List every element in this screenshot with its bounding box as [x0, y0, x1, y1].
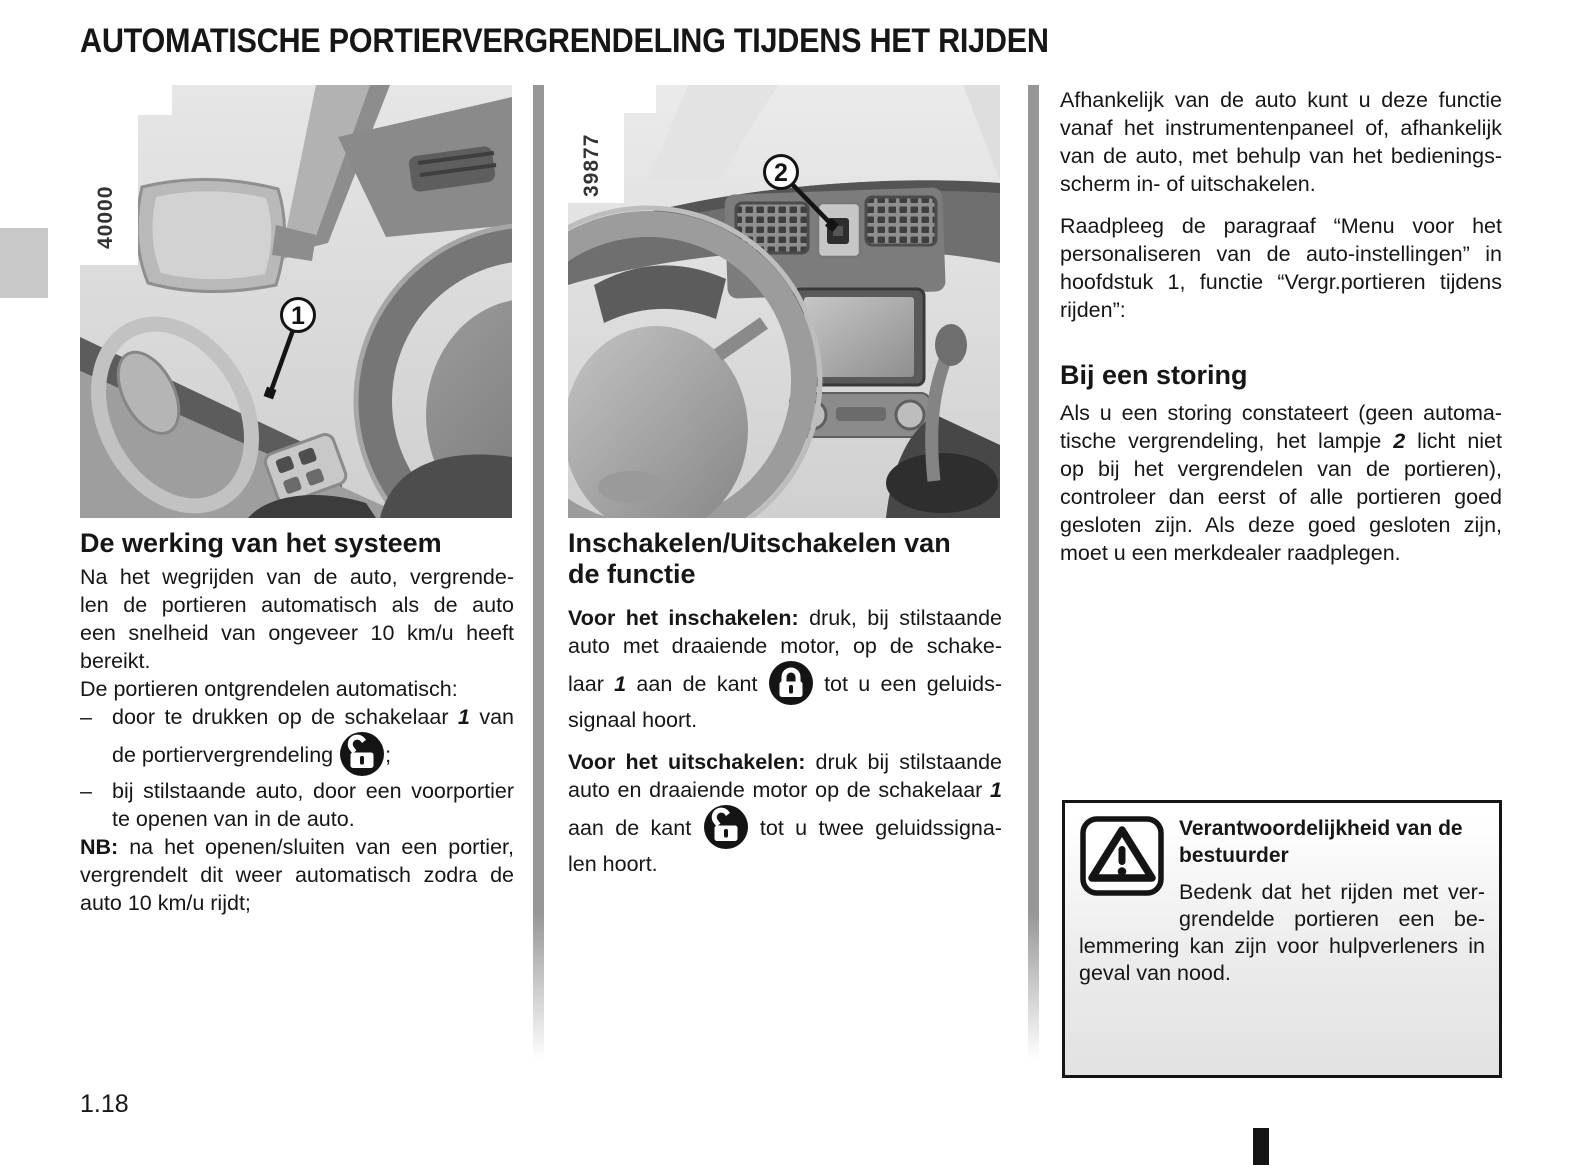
paragraph: Afhankelijk van de auto kunt u deze functie vanaf het instrumentenpaneel of, afhankelijk van de auto, met behulp van het bedienings- scherm in- of uitschakelen. — [1060, 88, 1502, 196]
paragraph: Na het wegrijden van de auto, vergrende- len de portieren automatisch als de auto een snelheid van ongeveer 10 km/u heeft bereikt. — [80, 565, 514, 673]
page-end-mark — [1253, 1128, 1269, 1165]
list-item: – bij stilstaande auto, door een voorportier te openen van in de auto. — [80, 779, 514, 831]
lock-warning-button — [818, 203, 860, 257]
paragraph: Raadpleeg de paragraaf “Menu voor het personaliseren van de auto-instellingen” in hoofdstuk 1, functie “Vergr.portieren tijdens rijden”: — [1060, 214, 1502, 322]
dashboard-illustration — [568, 85, 1000, 518]
paragraph-malfunction: Als u een storing constateert (geen automa- tische vergrendeling, het lampje 2 licht niet op bij het vergrendelen van de portieren), controleer dan eerst of alle portieren goed gesloten zijn. Als deze goed gesloten zijn, moet u een merkdealer raadplegen. — [1060, 401, 1502, 565]
paragraph-nb: NB: na het openen/sluiten van een portier, vergrendelt dit weer automatisch zodra de auto 10 km/u rijdt; — [80, 835, 514, 915]
figure-ref-number: 40000 — [94, 185, 117, 249]
lock-open-icon — [339, 743, 385, 767]
warning-body: Bedenk dat het rijden met ver- grendelde portieren een be- lemmering kan zijn voor hulpverleners in geval van nood. — [1079, 880, 1485, 985]
right-vent — [866, 197, 936, 245]
page-title: AUTOMATISCHE PORTIERVERGRENDELING TIJDENS HET RIJDEN — [80, 22, 1049, 60]
figure-dashboard — [568, 85, 1000, 518]
paragraph-disable: Voor het uitschakelen: druk bij stilstaande auto en draaiende motor op de schakelaar 1 aan de kant tot u twee geluidssigna- len hoort. — [568, 750, 1002, 876]
warning-triangle-icon — [1079, 815, 1165, 897]
list-dash: – — [80, 705, 92, 729]
svg-text:2: 2 — [774, 159, 788, 187]
page-number: 1.18 — [80, 1090, 129, 1118]
column-divider — [1028, 85, 1039, 1060]
paragraph-enable: Voor het inschakelen: druk, bij stilstaande auto met draaiende motor, op de schake- laar 1 aan de kant tot u een geluids- signaal hoort. — [568, 606, 1002, 732]
door-interior-illustration — [80, 85, 512, 518]
list-dash: – — [80, 779, 92, 803]
section-tab — [0, 228, 48, 298]
svg-text:1: 1 — [291, 302, 305, 330]
paragraph: De portieren ontgrendelen automatisch: — [80, 677, 458, 701]
column-right — [1060, 86, 1502, 567]
warning-box — [1062, 800, 1502, 1078]
lock-open-icon — [703, 816, 749, 840]
list-item: – door te drukken op de schakelaar 1 van de portiervergrendeling ; — [80, 703, 514, 777]
heading-enable-disable: Inschakelen/Uitschakelen van de functie — [568, 528, 951, 589]
figure-ref-number: 39877 — [580, 133, 603, 197]
column-system-operation — [80, 528, 514, 917]
heading-malfunction: Bij een storing — [1060, 360, 1248, 390]
column-enable-disable — [568, 528, 1002, 878]
lock-closed-icon — [768, 672, 814, 696]
column-divider — [533, 85, 544, 1060]
warning-title: Verantwoordelijkheid van de bestuurder — [1179, 817, 1463, 867]
figure-door-interior — [80, 85, 512, 518]
heading-system-operation: De werking van het systeem — [80, 528, 442, 558]
